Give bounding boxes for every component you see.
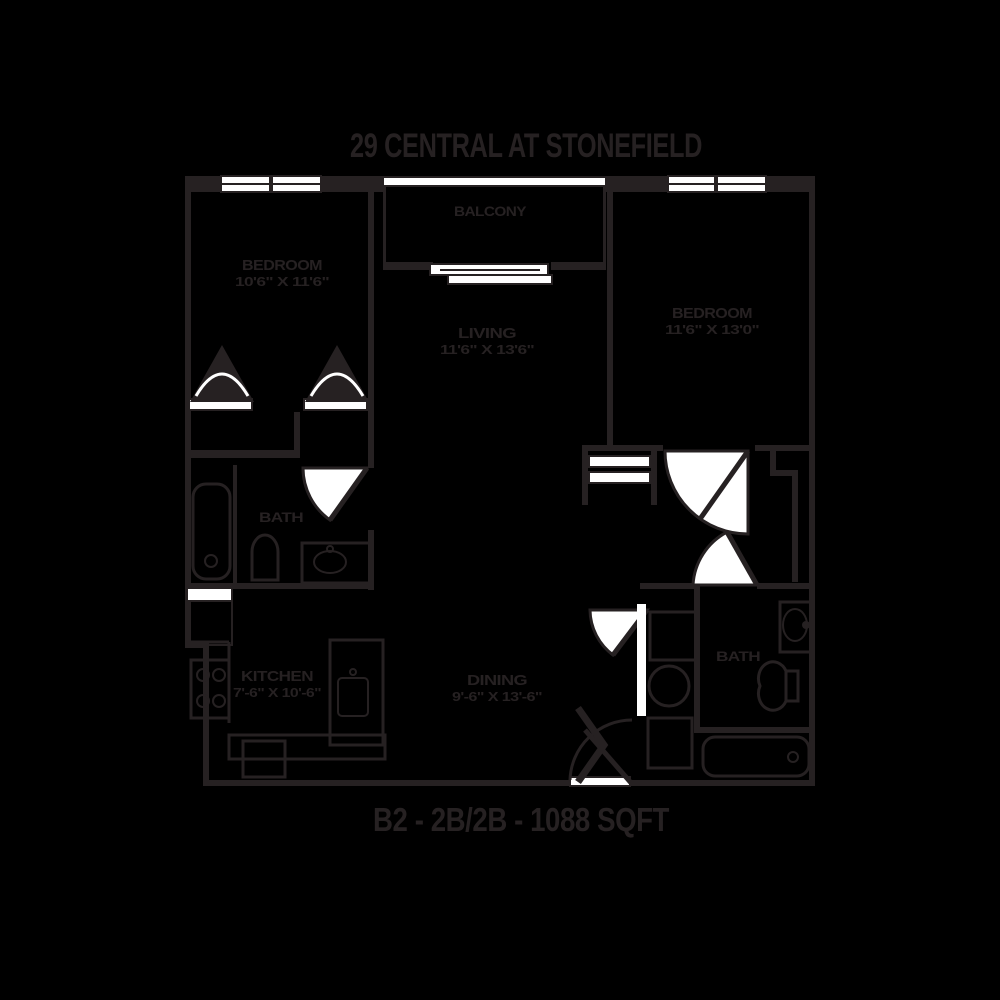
bedroom1-dims: 10'6" X 11'6" (235, 274, 330, 289)
living-dims: 11'6" X 13'6" (440, 342, 535, 357)
sliding-door-icon (430, 264, 552, 284)
kitchen-sink-icon (338, 669, 368, 716)
door-swing-icon (693, 532, 757, 585)
bath2-label: BATH (716, 648, 761, 664)
dining-label: DINING (467, 672, 527, 689)
bathtub-icon (193, 484, 230, 579)
windows (187, 176, 766, 645)
hall-closet-door-icon (589, 456, 650, 483)
closet-door-icon (304, 345, 369, 410)
bedroom2-label: BEDROOM (672, 305, 752, 322)
toilet-icon (252, 535, 278, 580)
dining-dims: 9'-6" X 13'-6" (452, 689, 543, 704)
washer-icon (650, 612, 696, 660)
window-icon (668, 176, 766, 192)
kitchen-dims: 7'-6" X 10'-6" (233, 685, 322, 700)
dryer-icon (648, 666, 692, 768)
living-label: LIVING (458, 325, 516, 342)
stove-icon (191, 660, 229, 718)
linen-closet (187, 588, 232, 645)
plan-caption: B2 - 2B/2B - 1088 SQFT (373, 801, 670, 838)
bedroom1-label: BEDROOM (242, 257, 322, 274)
door-swing-icon (665, 451, 748, 534)
sink-icon (780, 602, 813, 652)
toilet-icon (758, 662, 798, 711)
bath1-label: BATH (259, 509, 304, 525)
door-swing-icon (303, 468, 367, 520)
bathtub-icon (703, 737, 809, 776)
balcony-rail (383, 177, 606, 186)
bath1-divider (234, 466, 236, 583)
doors (189, 345, 757, 786)
bedroom2-dims: 11'6" X 13'0" (665, 322, 760, 337)
balcony-label: BALCONY (454, 203, 528, 219)
kitchen-label: KITCHEN (241, 668, 313, 685)
window-icon (221, 176, 321, 192)
plan-title: 29 CENTRAL AT STONEFIELD (350, 127, 702, 165)
sink-icon (302, 543, 372, 583)
closet-door-icon (189, 345, 254, 410)
